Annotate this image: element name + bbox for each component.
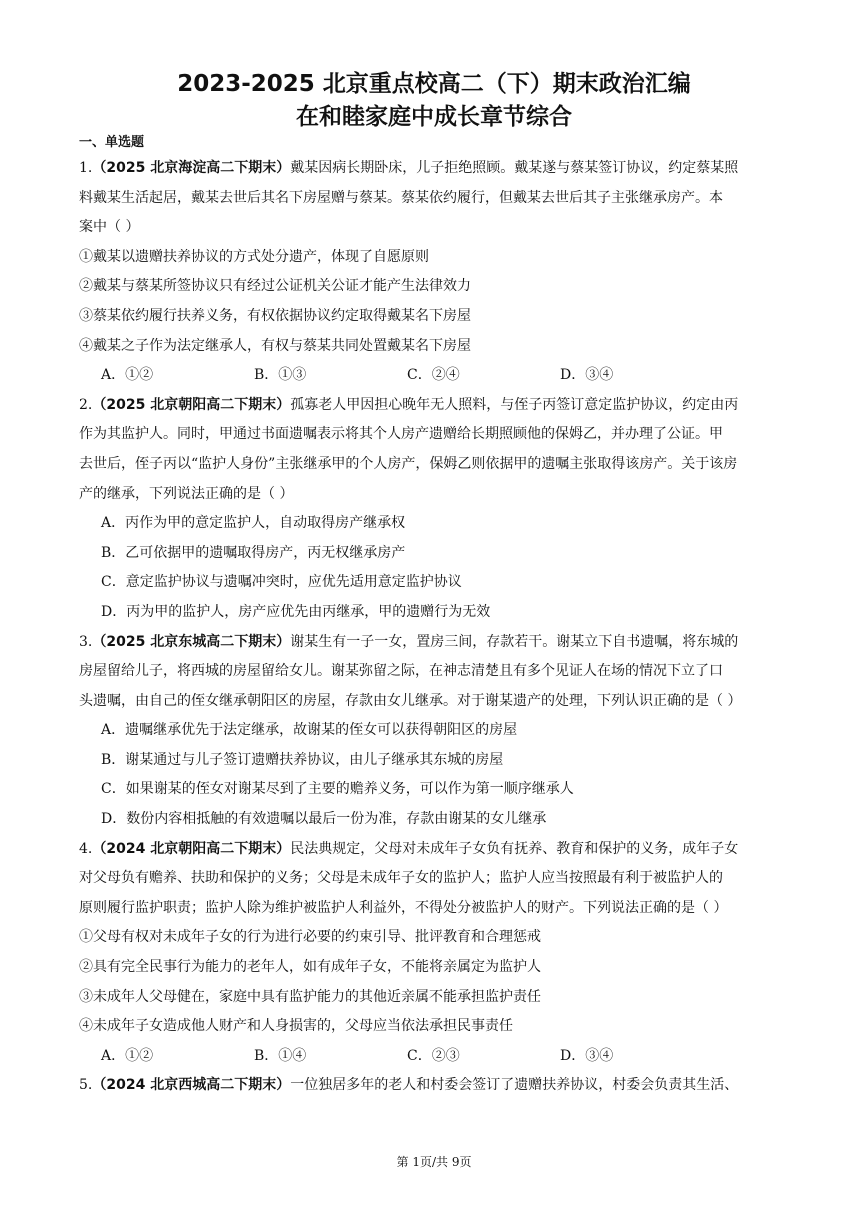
option-d: D．丙为甲的监护人，房产应优先由丙继承，甲的遗赠行为无效 (101, 603, 491, 620)
question-stem-line: 头遗嘱，由自己的侄女继承朝阳区的房屋，存款由女儿继承。对于谢某遗产的处理，下列认识正确的是（ ） (79, 692, 742, 709)
question-stem-line: 原则履行监护职责；监护人除为维护被监护人利益外，不得处分被监护人的财产。下列说法正确的是（ ） (79, 899, 728, 916)
option-a: A．遗嘱继承优先于法定继承，故谢某的侄女可以获得朝阳区的房屋 (101, 722, 518, 739)
question-source: （2025 北京朝阳高二下期末） (92, 396, 291, 413)
option-b: B．①③ (254, 367, 307, 384)
statement: ③蔡某依约履行扶养义务，有权依据协议约定取得戴某名下房屋 (79, 307, 471, 324)
option-b: B．乙可依据甲的遗嘱取得房产，丙无权继承房产 (101, 544, 406, 561)
question-5 (79, 1071, 795, 1101)
question-source: （2024 北京朝阳高二下期末） (92, 840, 291, 857)
question-number: 2. (79, 396, 93, 413)
question-stem-line: 2.（2025 北京朝阳高二下期末）孤寡老人甲因担心晚年无人照料，与侄子丙签订意定监护协议，约定由丙 (79, 396, 739, 413)
document-subtitle: 在和睦家庭中成长章节综合 (296, 104, 572, 130)
option-c: C．意定监护协议与遗嘱冲突时，应优先适用意定监护协议 (101, 574, 462, 591)
question-source: （2025 北京海淀高二下期末） (92, 160, 291, 176)
question-stem-line: 料戴某生活起居，戴某去世后其名下房屋赠与蔡某。蔡某依约履行，但戴某去世后其子主张继承房产。本 (79, 189, 723, 206)
option-d: D．③④ (560, 1047, 614, 1064)
question-source: （2024 北京西城高二下期末） (92, 1077, 291, 1094)
option-c: C．②③ (407, 1047, 460, 1064)
question-stem-line: 产的继承，下列说法正确的是（ ） (79, 485, 294, 502)
question-number: 5. (79, 1077, 93, 1094)
question-stem-line: 对父母负有赡养、扶助和保护的义务；父母是未成年子女的监护人；监护人应当按照最有利于被监护人的 (79, 870, 723, 887)
question-stem-line: 案中（ ） (79, 219, 140, 236)
question-number: 1. (79, 160, 93, 176)
option-b: B．①④ (254, 1047, 307, 1064)
question-1 (79, 154, 795, 391)
statement: ③未成年人父母健在，家庭中具有监护能力的其他近亲属不能承担监护责任 (79, 988, 541, 1005)
question-3 (79, 628, 795, 835)
question-stem-line: 去世后，侄子丙以“监护人身份”主张继承甲的个人房产，保姆乙则依据甲的遗嘱主张取得该房产。关于该房 (79, 455, 738, 472)
page-footer: 第 1页/共 9页 (396, 1155, 472, 1169)
question-number: 4. (79, 840, 93, 857)
answer-options (79, 1042, 795, 1072)
option-a: A．①② (101, 367, 154, 384)
answer-options (79, 361, 795, 391)
question-stem-line: 4.（2024 北京朝阳高二下期末）民法典规定，父母对未成年子女负有抚养、教育和保护的义务，成年子女 (79, 840, 739, 857)
statement: ①戴某以遗赠扶养协议的方式处分遗产，体现了自愿原则 (79, 248, 429, 265)
question-4 (79, 835, 795, 1072)
question-2 (79, 391, 795, 628)
statement: ④未成年子女造成他人财产和人身损害的，父母应当依法承担民事责任 (79, 1018, 513, 1035)
statement: ①父母有权对未成年子女的行为进行必要的约束引导、批评教育和合理惩戒 (79, 929, 541, 946)
option-a: A．①② (101, 1047, 154, 1064)
option-c: C．②④ (407, 367, 460, 384)
question-stem-line: 1.（2025 北京海淀高二下期末）戴某因病长期卧床，儿子拒绝照顾。戴某遂与蔡某签订协议，约定蔡某照 (79, 160, 739, 176)
question-body (79, 154, 795, 1101)
option-d: D．数份内容相抵触的有效遗嘱以最后一份为准，存款由谢某的女儿继承 (101, 811, 547, 828)
option-a: A．丙作为甲的意定监护人，自动取得房产继承权 (101, 515, 406, 532)
document-title: 2023-2025 北京重点校高二（下）期末政治汇编 (177, 71, 691, 97)
option-b: B．谢某通过与儿子签订遗赠扶养协议，由儿子继承其东城的房屋 (101, 751, 504, 768)
question-stem-line: 作为其监护人。同时，甲通过书面遗嘱表示将其个人房产遗赠给长期照顾他的保姆乙，并办理了公证。甲 (79, 426, 723, 443)
section-heading: 一、单选题 (79, 135, 145, 150)
question-stem-line: 3.（2025 北京东城高二下期末）谢某生有一子一女，置房三间，存款若干。谢某立下自书遗嘱，将东城的 (79, 633, 739, 650)
option-d: D．③④ (560, 367, 614, 384)
statement: ②具有完全民事行为能力的老年人，如有成年子女，不能将亲属定为监护人 (79, 959, 541, 976)
statement: ②戴某与蔡某所签协议只有经过公证机关公证才能产生法律效力 (79, 278, 471, 295)
question-stem-line: 5.（2024 北京西城高二下期末）一位独居多年的老人和村委会签订了遗赠扶养协议，村委会负责其生活、 (79, 1077, 739, 1094)
question-stem-line: 房屋留给儿子，将西城的房屋留给女儿。谢某弥留之际，在神志清楚且有多个见证人在场的情况下立了口 (79, 663, 723, 680)
statement: ④戴某之子作为法定继承人，有权与蔡某共同处置戴某名下房屋 (79, 337, 471, 354)
option-c: C．如果谢某的侄女对谢某尽到了主要的赡养义务，可以作为第一顺序继承人 (101, 781, 574, 798)
question-number: 3. (79, 633, 93, 650)
question-source: （2025 北京东城高二下期末） (92, 633, 291, 650)
